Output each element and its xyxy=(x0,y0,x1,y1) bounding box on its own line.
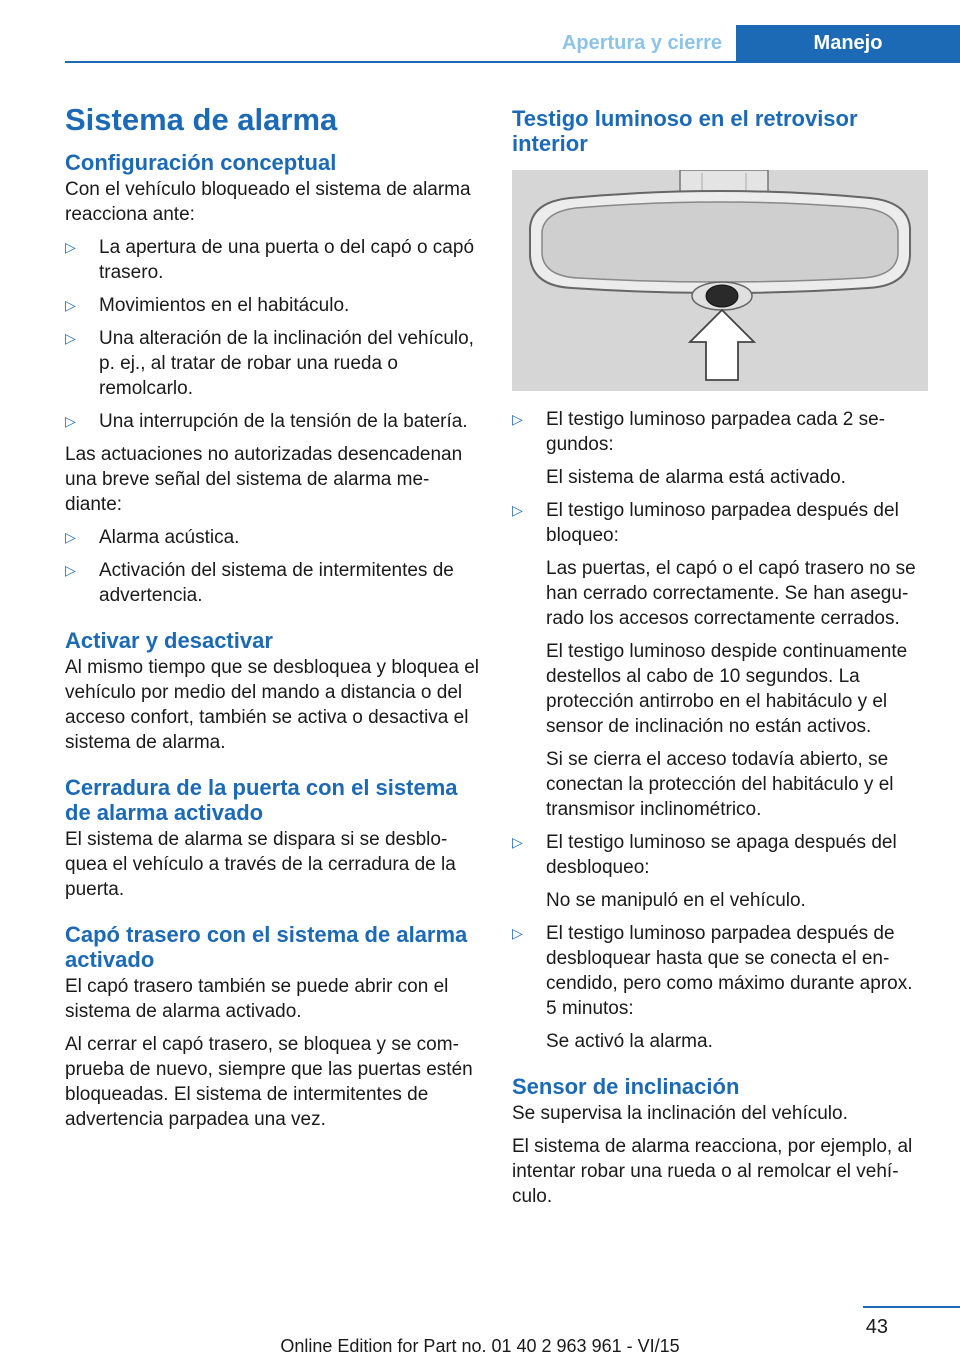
list-item: ▷ Activación del sistema de intermitentes de advertencia. xyxy=(65,560,454,606)
list-item: ▷ La apertura de una puerta o del capó o capó trasero. xyxy=(65,237,475,283)
list-signals xyxy=(65,525,480,608)
list-triggers xyxy=(65,235,480,434)
list-item: ▷ Una alteración de la inclinación del vehículo, p. ej., al tratar de robar una rueda o remolcarlo. xyxy=(65,328,474,399)
bullet-arrow-icon: ▷ xyxy=(512,411,523,427)
list-indicator xyxy=(512,407,928,1054)
heading-capo: Capó trasero con el sistema de alarma activado xyxy=(65,922,468,972)
page-number: 43 xyxy=(865,1316,888,1338)
bullet-arrow-icon: ▷ xyxy=(512,502,523,518)
footer-divider xyxy=(863,1306,960,1308)
list-item: ▷ Alarma acústica. xyxy=(65,527,240,548)
paragraph-capo-2: Al cerrar el capó trasero, se bloquea y se comprueba de nuevo, siempre que las puertas estén bloqueadas. El sistema de intermitentes de advertencia parpadea una vez. xyxy=(65,1034,473,1130)
list-item: ▷ Movimientos en el habitáculo. xyxy=(65,295,350,316)
bullet-arrow-icon: ▷ xyxy=(65,297,76,313)
paragraph-capo-1: El capó trasero también se puede abrir con el sistema de alarma activado. xyxy=(65,976,449,1022)
left-column xyxy=(65,100,480,1140)
heading-configuracion: Configuración conceptual xyxy=(65,150,337,175)
right-column xyxy=(512,100,928,1217)
header-tab-manejo[interactable]: Manejo xyxy=(736,25,960,61)
heading-testigo: Testigo luminoso en el retrovisor interior xyxy=(512,106,858,156)
paragraph-intro: Con el vehículo bloqueado el sistema de alarma reacciona ante: xyxy=(65,179,471,225)
list-item: ▷ El testigo luminoso parpadea cada 2 segundos: El sistema de alarma está activado. xyxy=(512,409,886,488)
list-item: ▷ El testigo luminoso se apaga después del desbloqueo: No se manipuló en el vehículo. xyxy=(512,832,897,911)
paragraph-sensor-1: Se supervisa la inclinación del vehículo. xyxy=(512,1103,848,1124)
bullet-arrow-icon: ▷ xyxy=(512,834,523,850)
paragraph-sensor-2: El sistema de alarma reacciona, por ejemplo, al intentar robar una rueda o al remolcar el vehículo. xyxy=(512,1136,913,1207)
list-item: ▷ El testigo luminoso parpadea después de desbloquear hasta que se conecta el encendido, pero como máximo durante aprox. 5 minutos: Se activó la alarma. xyxy=(512,923,913,1052)
rearview-mirror-icon xyxy=(512,170,928,391)
list-item: ▷ El testigo luminoso parpadea después del bloqueo: Las puertas, el capó o el capó trasero no se han cerrado correctamente. Se han asegurado los accesos correctamente cerrados. El testigo luminoso despide continuamente destellos al cabo de 10 segundos. La protección antirrobo en el habitáculo y el sensor de inclinación no están activos. Si se cierra el acceso todavía abierto, se conectan la protección del habitáculo y el transmisor inclinométrico. xyxy=(512,500,916,820)
heading-cerradura: Cerradura de la puerta con el sistema de alarma activado xyxy=(65,775,458,825)
mirror-illustration xyxy=(512,170,928,391)
footer-edition: Online Edition for Part no. 01 40 2 963 961 - VI/15 xyxy=(280,1336,680,1356)
heading-sensor: Sensor de inclinación xyxy=(512,1074,740,1099)
heading-activar: Activar y desactivar xyxy=(65,628,273,653)
paragraph-actuaciones: Las actuaciones no autorizadas desencadenan una breve señal del sistema de alarma mediante: xyxy=(65,444,463,515)
bullet-arrow-icon: ▷ xyxy=(512,925,523,941)
header-divider xyxy=(65,61,960,63)
bullet-arrow-icon: ▷ xyxy=(65,239,76,255)
bullet-arrow-icon: ▷ xyxy=(65,529,76,545)
paragraph-cerradura: El sistema de alarma se dispara si se desbloquea el vehículo a través de la cerradura de la puerta. xyxy=(65,829,456,900)
page-title: Sistema de alarma xyxy=(65,102,338,137)
header-tab-apertura[interactable]: Apertura y cierre xyxy=(561,32,723,54)
bullet-arrow-icon: ▷ xyxy=(65,330,76,346)
list-item: ▷ Una interrupción de la tensión de la batería. xyxy=(65,411,468,432)
bullet-arrow-icon: ▷ xyxy=(65,413,76,429)
paragraph-activar: Al mismo tiempo que se desbloquea y bloquea el vehículo por medio del mando a distancia o del acceso confort, también se activa o desactiva el sistema de alarma. xyxy=(65,657,480,753)
bullet-arrow-icon: ▷ xyxy=(65,562,76,578)
